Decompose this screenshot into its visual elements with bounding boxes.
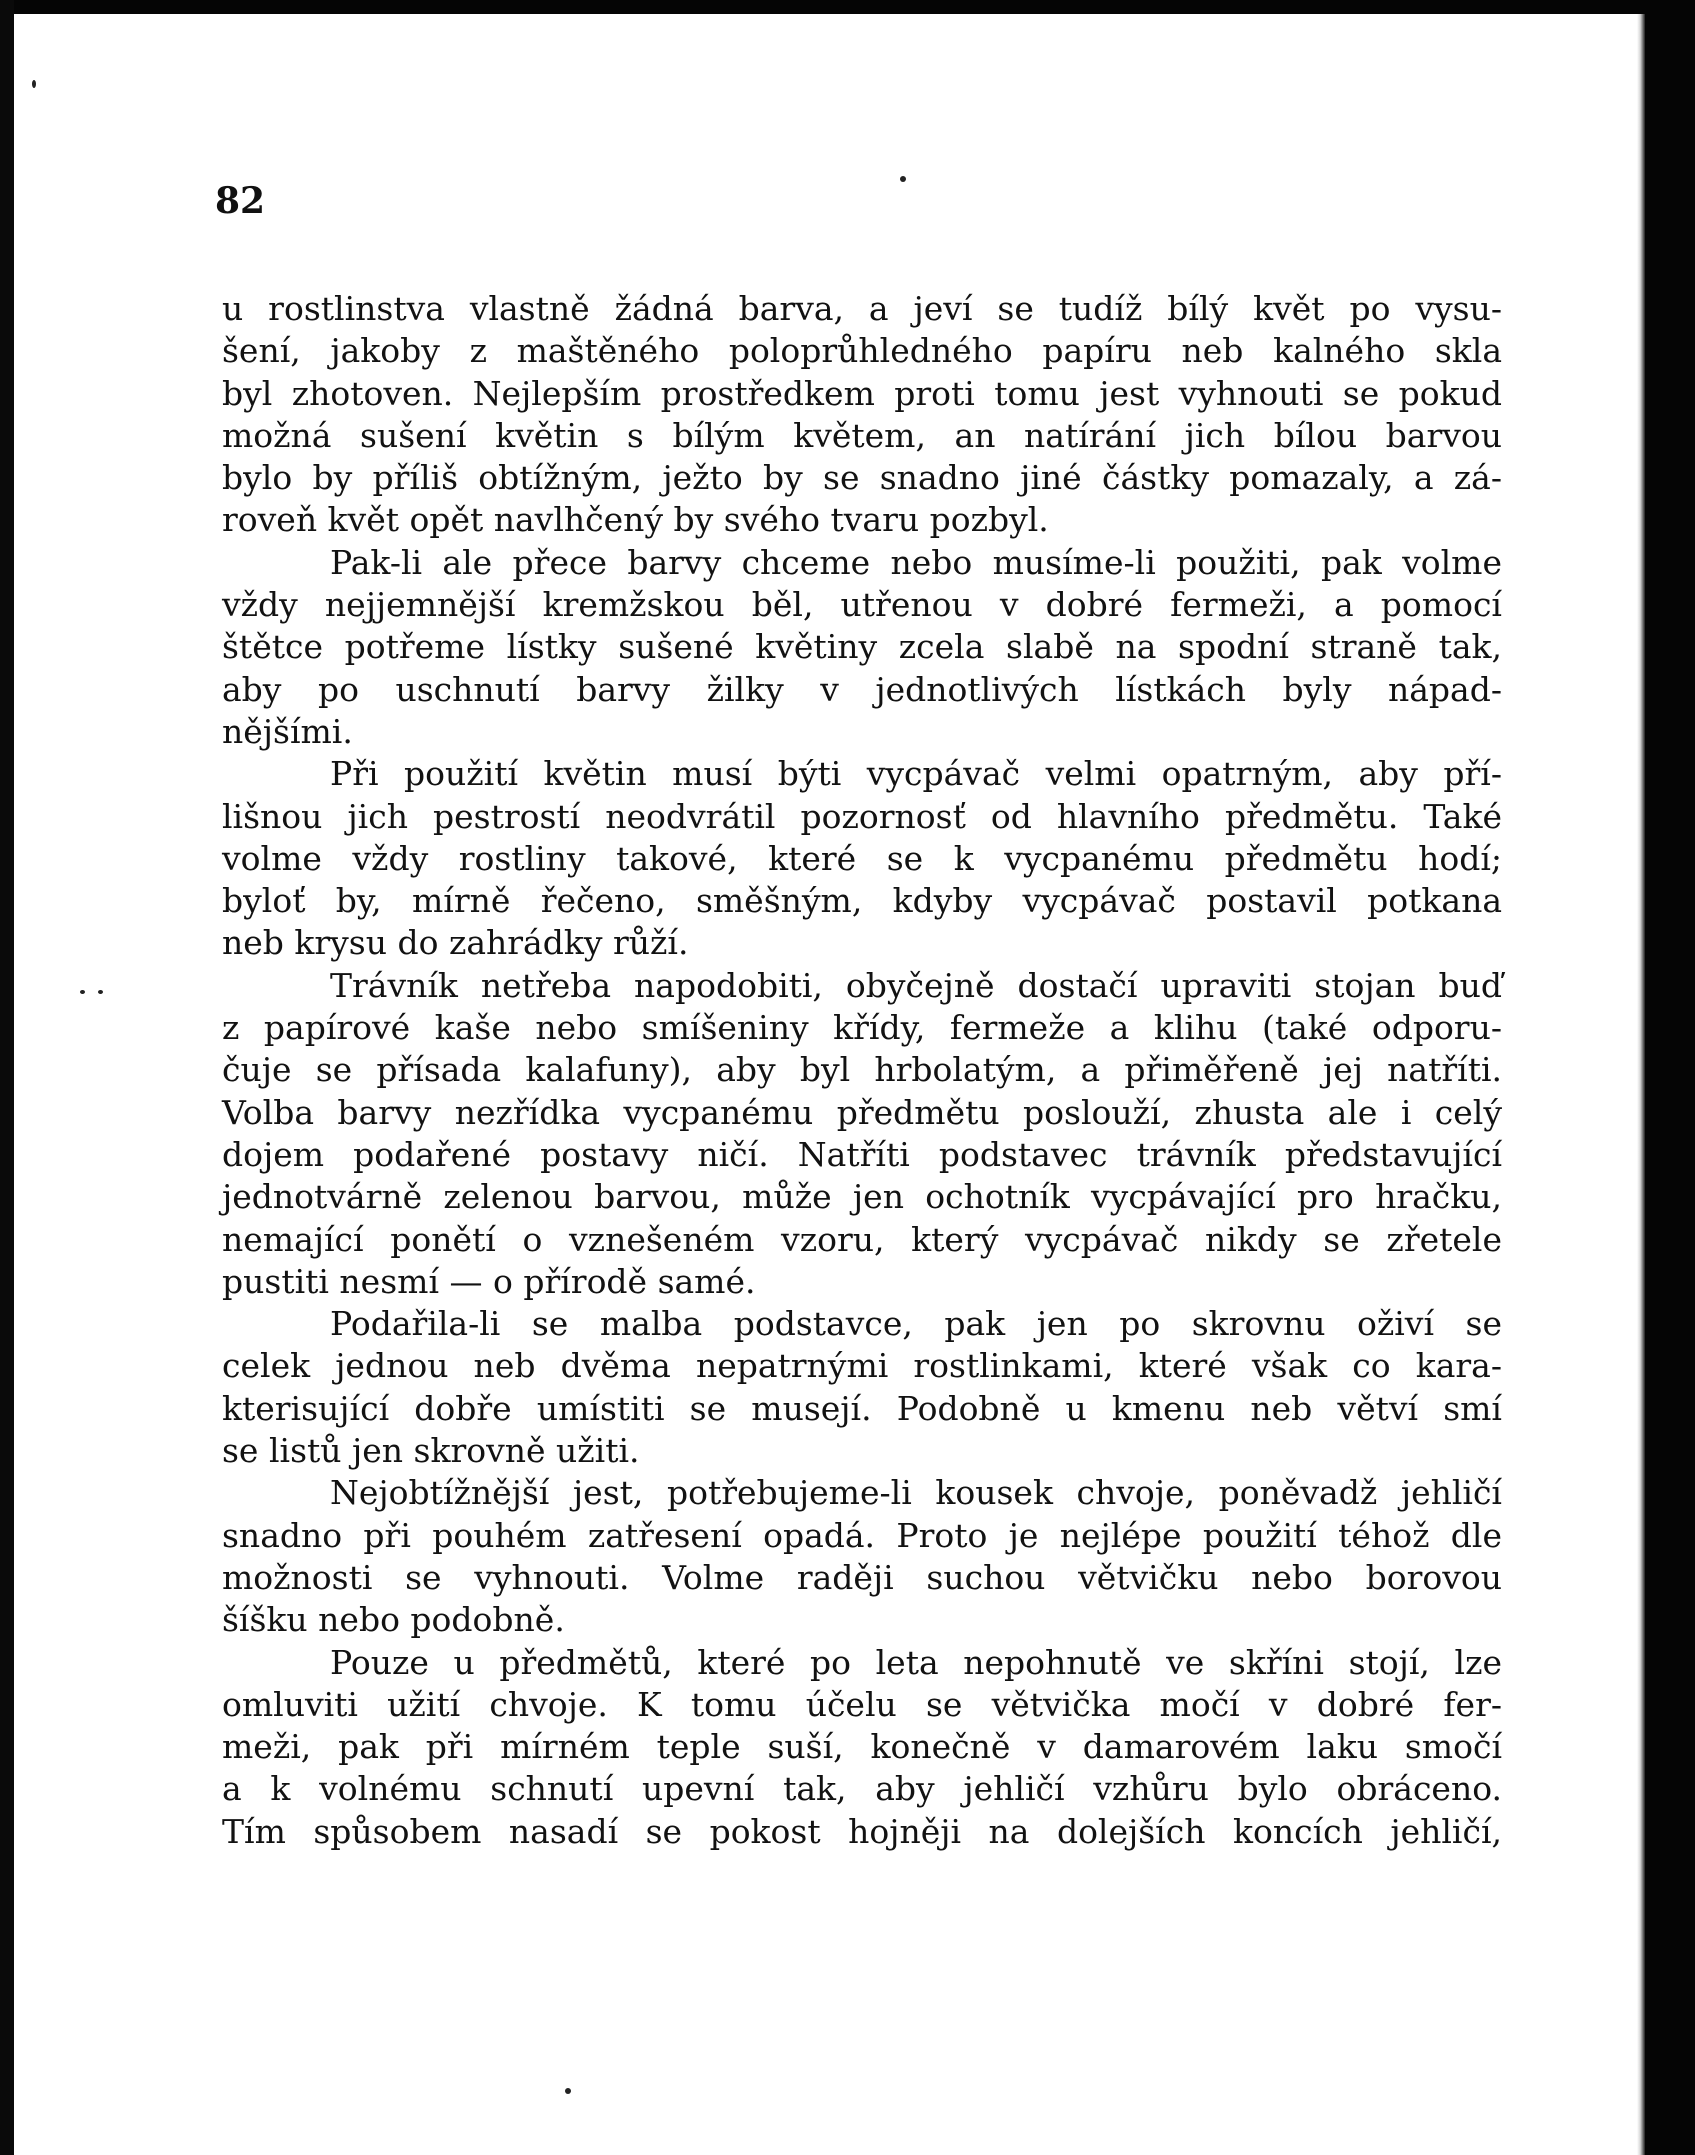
text-line: pustiti nesmí — o přírodě samé. — [222, 1261, 756, 1301]
text-line: nějšími. — [222, 711, 353, 751]
text-line: šíšku nebo podobně. — [222, 1600, 565, 1640]
text-line: Při použití květin musí býti vycpávač velmi opatrným, aby pří- — [330, 754, 1502, 794]
text-line: vždy nejjemnější kremžskou běl, utřenou v dobré fermeži, a pomocí — [222, 585, 1502, 625]
paragraph — [222, 965, 1502, 1303]
text-line: neb krysu do zahrádky růží. — [222, 923, 689, 963]
text-line: Tím spůsobem nasadí se pokost hojněji na dolejších koncích jehličí, — [222, 1811, 1502, 1851]
text-line: volme vždy rostliny takové, které se k vycpanému předmětu hodí; — [222, 838, 1502, 878]
scan-edge-right — [1645, 0, 1695, 2155]
text-line: nemající ponětí o vznešeném vzoru, který vycpávač nikdy se zřetele — [222, 1219, 1502, 1259]
paragraph — [222, 1472, 1502, 1641]
paragraph — [222, 753, 1502, 964]
text-line: byloť by, mírně řečeno, směšným, kdyby vycpávač postavil potkana — [222, 881, 1502, 921]
text-line: jednotvárně zelenou barvou, může jen ochotník vycpávající pro hračku, — [222, 1177, 1502, 1217]
text-line: Pak-li ale přece barvy chceme nebo musíme-li použiti, pak volme — [330, 542, 1502, 582]
paragraph — [222, 542, 1502, 753]
text-line: lišnou jich pestrostí neodvrátil pozornosť od hlavního předmětu. Také — [222, 796, 1502, 836]
scan-speck — [80, 990, 85, 994]
scan-edge-shadow — [1637, 14, 1645, 2155]
scan-speck — [565, 2088, 571, 2094]
text-line: snadno při pouhém zatřesení opadá. Proto je nejlépe použití téhož dle — [222, 1515, 1502, 1555]
text-line: a k volnému schnutí upevní tak, aby jehličí vzhůru bylo obráceno. — [222, 1769, 1502, 1809]
text-line: z papírové kaše nebo smíšeniny křídy, fermeže a klihu (také odporu- — [222, 1008, 1502, 1048]
text-line: Trávník netřeba napodobiti, obyčejně dostačí upraviti stojan buď — [330, 965, 1502, 1005]
paragraph — [222, 288, 1502, 542]
text-line: byl zhotoven. Nejlepším prostředkem proti tomu jest vyhnouti se pokud — [222, 373, 1502, 413]
text-line: Volba barvy nezřídka vycpanému předmětu poslouží, zhusta ale i celý — [222, 1092, 1502, 1132]
scan-edge-top — [0, 0, 1695, 14]
body-text — [222, 288, 1502, 1853]
text-line: bylo by příliš obtížným, ježto by se snadno jiné částky pomazaly, a zá- — [222, 458, 1502, 498]
text-line: celek jednou neb dvěma nepatrnými rostlinkami, které však co kara- — [222, 1346, 1502, 1386]
text-line: šení, jakoby z maštěného poloprůhledného papíru neb kalného skla — [222, 331, 1502, 371]
page-number: 82 — [215, 180, 266, 222]
text-line: dojem podařené postavy ničí. Natříti podstavec trávník představující — [222, 1134, 1502, 1174]
text-line: aby po uschnutí barvy žilky v jednotlivých lístkách byly nápad- — [222, 669, 1502, 709]
text-line: kterisující dobře umístiti se musejí. Podobně u kmenu neb větví smí — [222, 1388, 1502, 1428]
text-line: Pouze u předmětů, které po leta nepohnutě ve skříni stojí, lze — [330, 1642, 1502, 1682]
text-line: možná sušení květin s bílým květem, an natírání jich bílou barvou — [222, 415, 1502, 455]
text-line: omluviti užití chvoje. K tomu účelu se větvička močí v dobré fer- — [222, 1684, 1502, 1724]
text-line: Podařila-li se malba podstavce, pak jen po skrovnu oživí se — [330, 1304, 1502, 1344]
scan-speck — [32, 80, 36, 88]
text-line: u rostlinstva vlastně žádná barva, a jeví se tudíž bílý květ po vysu- — [222, 289, 1502, 328]
text-line: se listů jen skrovně užiti. — [222, 1431, 640, 1471]
text-line: Nejobtížnější jest, potřebujeme-li kousek chvoje, poněvadž jehličí — [330, 1473, 1502, 1513]
text-line: meži, pak při mírném teple suší, konečně v damarovém laku smočí — [222, 1727, 1502, 1767]
paragraph — [222, 1642, 1502, 1853]
text-line: čuje se přísada kalafuny), aby byl hrbolatým, a přiměřeně jej natříti. — [222, 1050, 1502, 1090]
scan-speck — [98, 990, 103, 994]
paragraph — [222, 1303, 1502, 1472]
scan-edge-left — [0, 0, 14, 2155]
text-line: možnosti se vyhnouti. Volme raději suchou větvičku nebo borovou — [222, 1557, 1502, 1597]
scan-speck — [900, 176, 906, 182]
text-line: roveň květ opět navlhčený by svého tvaru pozbyl. — [222, 500, 1049, 540]
text-line: štětce potřeme lístky sušené květiny zcela slabě na spodní straně tak, — [222, 627, 1502, 667]
